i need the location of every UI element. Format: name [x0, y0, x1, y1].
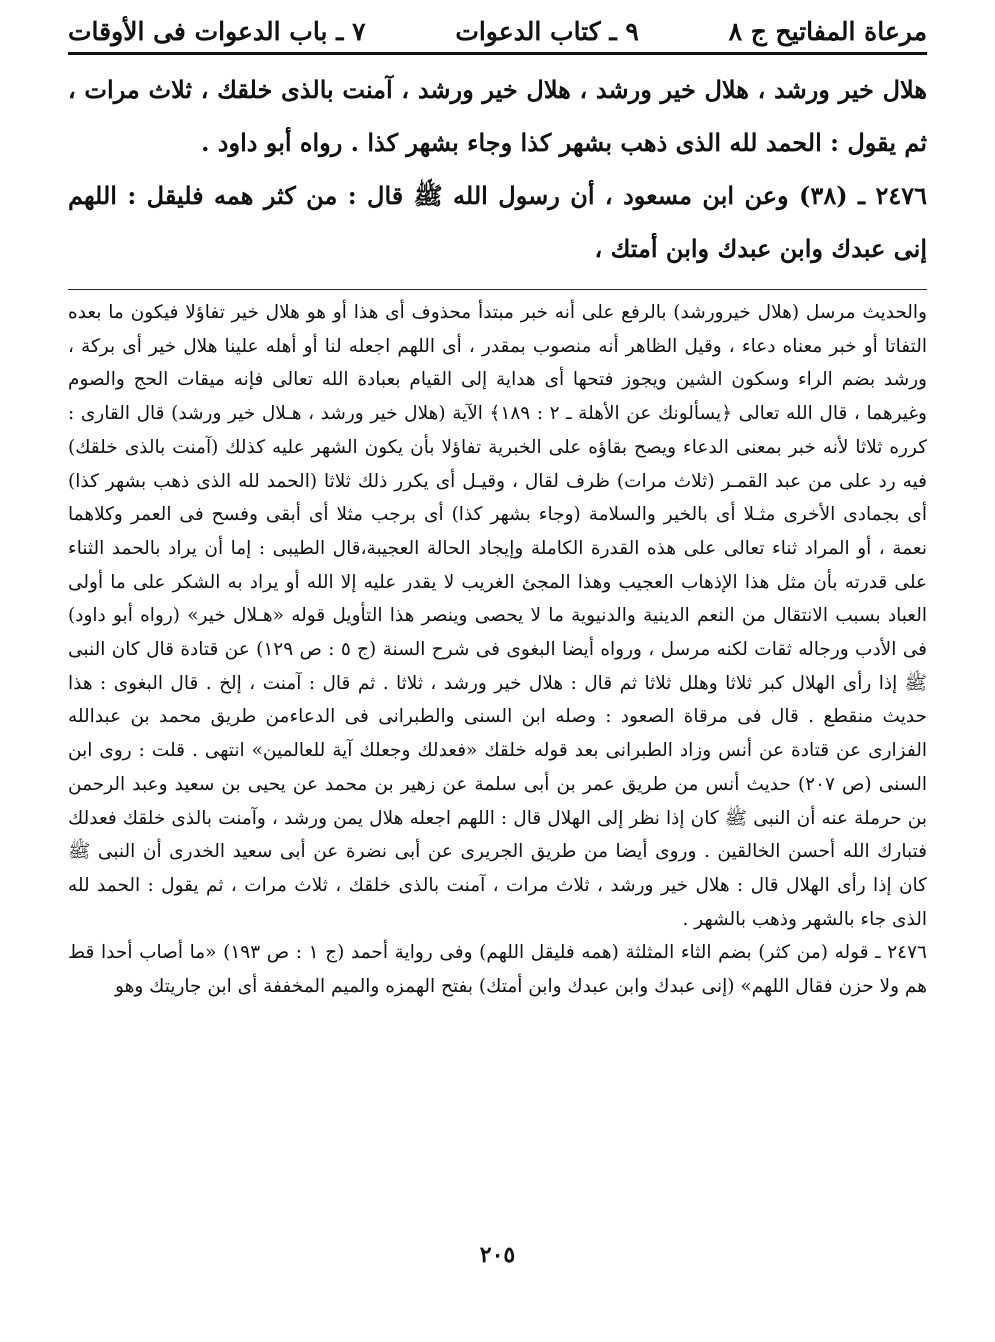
- header-chapter: ٩ ـ كتاب الدعوات: [455, 17, 639, 46]
- commentary-paragraph-1: والحديث مرسل (هلال خيرورشد) بالرفع على أنه خبر مبتدأ محذوف أى هذا أو هو هلال خير تفاؤلا فيكون ما بعده التفاتا أو خبر معناه دعاء ، وقيل الظاهر أنه منصوب بمقدر ، أى اللهم اجعله لنا أو أهله علينا هلال خير أى بركة ، ورشد بضم الراء وسكون الشين ويجوز فتحها أى هداية إلى القيام بعبادة الله تعالى فإنه ميقات الحج والصوم وغيرهما ، قال الله تعالى ﴿يسألونك عن الأهلة ـ ٢ : ١٨٩﴾ الآية (هلال خير ورشد ، هـلال خير ورشد) قال القارى : كرره ثلاثا لأنه خبر بمعنى الدعاء ويصح بقاؤه على الخبرية تفاؤلا بأن يكون الشهر عليه كذلك (آمنت بالذى خلقك) فيه رد على من عبد القمـر (ثلاث مرات) ظرف لقال ، وقيـل أى يكرر ذلك ثلاثا (الحمد لله الذى ذهب بشهر كذا) أى بجمادى الأخرى مثـلا أى بالخير والسلامة (وجاء بشهر كذا) أى برجب مثلا أى أبقى وفسح فى العمر وكلاهما نعمة ، أو المراد ثناء تعالى على هذه القدرة الكاملة وإيجاد الحالة العجيبة،قال الطيبى : إما أن يراد بالحمد الثناء على قدرته بأن مثل هذا الإذهاب العجيب وهذا المجئ الغريب لا يقدر عليه إلا الله أو يراد به الشكر على ما أولى العباد بسبب الانتقال من النعم الدينية والدنيوية ما لا يحصى وينصر هذا التأويل قوله «هـلال خير» (رواه أبو داود) فى الأدب ورجاله ثقات لكنه مرسل ، ورواه أيضا البغوى فى شرح السنة (ج ٥ : ص ١٢٩) عن قتادة قال كان النبى ﷺ إذا رأى الهلال كبر ثلاثا وهلل ثلاثا ثم قال : هلال خير ورشد ، ثلاثا . ثم قال : آمنت ، إلخ . قال البغوى : هذا حديث منقطع . قال فى مرقاة الصعود : وصله ابن السنى والطبرانى فى الدعاءمن طريق محمد بن عبدالله الفزارى عن قتادة عن أنس وزاد الطبرانى بعد قوله خلقك «فعدلك وجعلك آية للعالمين» انتهى . قلت : روى ابن السنى (ص ٢٠٧) حديث أنس من طريق عمر بن أبى سلمة عن زهير بن محمد عن يحيى بن سعيد وعبد الرحمن بن حرملة عنه أن النبى ﷺ كان إذا نظر إلى الهلال قال : اللهم اجعله هلال يمن ورشد ، وآمنت بالذى خلقك فعدلك فتبارك الله أحسن الخالقين . وروى أيضا من طريق الجريرى عن أبى نضرة عن أبى سعيد الخدرى أن النبى ﷺ كان إذا رأى الهلال قال : هلال خير ورشد ، ثلاث مرات ، آمنت بالذى خلقك ، ثلاث مرات ، ثم يقول : الحمد لله الذى جاء بالشهر وذهب بالشهر .: [68, 302, 927, 930]
- hadith-paragraph-2: ٢٤٧٦ ـ (٣٨) وعن ابن مسعود ، أن رسول الله ﷺ قال : من كثر همه فليقل : اللهم إنى عبدك وابن عبدك وابن أمتك ،: [68, 181, 927, 263]
- page-number: ٢٠٥: [479, 1242, 516, 1268]
- header-book-title: مرعاة المفاتيح ج ٨: [728, 17, 927, 46]
- page-header: [68, 12, 927, 55]
- header-section: ٧ ـ باب الدعوات فى الأوقات: [68, 17, 366, 46]
- section-divider: [68, 289, 927, 290]
- commentary-text: [68, 296, 927, 1004]
- hadith-paragraph-1: هلال خير ورشد ، هلال خير ورشد ، هلال خير ورشد ، آمنت بالذى خلقك ، ثلاث مرات ، ثم يقول : الحمد لله الذى ذهب بشهر كذا وجاء بشهر كذا . رواه أبو داود .: [68, 75, 927, 157]
- hadith-text: [68, 63, 927, 275]
- commentary-paragraph-2: ٢٤٧٦ ـ قوله (من كثر) بضم الثاء المثلثة (همه فليقل اللهم) وفى رواية أحمد (ج ١ : ص ١٩٣) «ما أصاب أحدا قط هم ولا حزن فقال اللهم» (إنى عبدك وابن عبدك وابن أمتك) بفتح الهمزه والميم المخففة أى ابن جاريتك وهو: [68, 942, 927, 998]
